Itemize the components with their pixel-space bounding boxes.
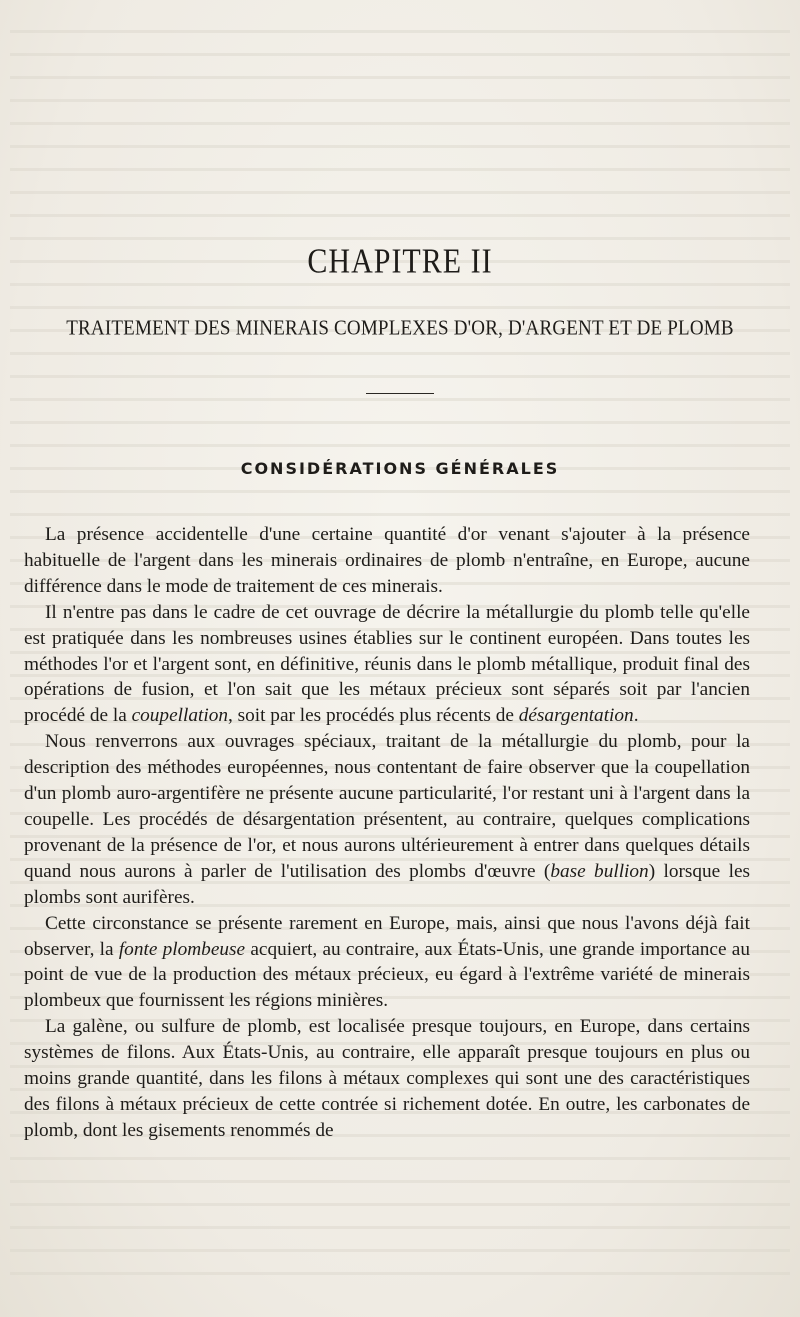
text-segment: Il n'entre pas dans le cadre de cet ouvrage de décrire la métallurgie du plomb telle qu'elle est pratiquée dans les nombreuses usines établies sur le continent européen. Dans toutes les méthodes l'or et l'argent sont, en définitive, réunis dans le plomb métallique, produit final des opérations de fusion, et l'on sait que les métaux précieux sont séparés soit par l'ancien procédé de la: [24, 601, 750, 727]
ghost-line: [10, 145, 790, 148]
text-segment: La présence accidentelle d'une certaine quantité d'or venant s'ajouter à la présence habituelle de l'argent dans les minerais ordinaires de plomb n'entraîne, en Europe, aucune différence dans le mode de traitement de ces minerais.: [24, 524, 750, 597]
ghost-line: [10, 444, 790, 447]
ghost-line: [10, 490, 790, 493]
ghost-line: [10, 398, 790, 401]
chapter-subtitle: TRAITEMENT DES MINERAIS COMPLEXES D'OR, D'ARGENT ET DE PLOMB: [66, 316, 734, 340]
ghost-line: [10, 122, 790, 125]
ghost-line: [10, 191, 790, 194]
ghost-line: [10, 421, 790, 424]
ghost-line: [10, 99, 790, 102]
italic-term: coupellation: [131, 705, 228, 727]
chapter-title: CHAPITRE II: [307, 242, 493, 281]
italic-term: base bullion: [550, 860, 649, 882]
text-segment: Nous renverrons aux ouvrages spéciaux, traitant de la métallurgie du plomb, pour la description des méthodes européennes, nous contentant de faire observer que la coupellation d'un plomb auro-argentifère ne présente aucune particularité, l'or restant uni à l'argent dans la coupelle. Les procédés de désargentation présentent, au contraire, quelques complications provenant de la présence de l'or, et nous aurons ultérieurement à entrer dans quelques détails quand nous aurons à parler de l'utilisation des plombs d'œuvre (: [24, 731, 750, 882]
text-segment: ) lorsque les plombs sont aurifères.: [24, 860, 751, 908]
ghost-line: [10, 214, 790, 217]
paragraph: [24, 522, 750, 600]
ghost-line: [10, 352, 790, 355]
ghost-line: [10, 1157, 790, 1160]
ghost-line: [10, 1272, 790, 1275]
section-divider: [366, 393, 434, 394]
italic-term: désargentation: [518, 705, 634, 727]
ghost-line: [10, 1203, 790, 1206]
ghost-line: [10, 1226, 790, 1229]
ghost-line: [10, 76, 790, 79]
paragraph: [24, 911, 750, 1015]
ghost-line: [10, 306, 790, 309]
text-segment: La galène, ou sulfure de plomb, est localisée presque toujours, en Europe, dans certains systèmes de filons. Aux États-Unis, au contraire, elle apparaît presque toujours en plus ou moins grande quantité, dans les filons à métaux complexes qui sont une des caractéristiques des filons à métaux précieux de cette contrée si richement dotée. En outre, les carbonates de plomb, dont les gisements renommés de: [24, 1016, 750, 1141]
ghost-line: [10, 237, 790, 240]
text-segment: acquiert, au contraire, aux États-Unis, une grande importance au point de vue de la production des métaux précieux, eu égard à l'extrême variété de minerais plombeux que fournissent les régions minières.: [24, 938, 750, 1012]
ghost-line: [10, 30, 790, 33]
italic-term: fonte plombeuse: [118, 938, 246, 960]
ghost-line: [10, 1249, 790, 1252]
ghost-line: [10, 513, 790, 516]
ghost-line: [10, 168, 790, 171]
ghost-line: [10, 375, 790, 378]
ghost-line: [10, 283, 790, 286]
text-segment: .: [633, 705, 639, 727]
section-title: CONSIDÉRATIONS GÉNÉRALES: [240, 459, 560, 478]
text-segment: Cette circonstance se présente rarement en Europe, mais, ainsi que nous l'avons déjà fait observer, la: [24, 912, 750, 960]
body-text: [24, 522, 750, 1144]
text-segment: , soit par les procédés plus récents de: [227, 705, 519, 727]
ghost-line: [10, 1180, 790, 1183]
paragraph: [24, 729, 750, 910]
paragraph: [24, 600, 750, 730]
paragraph: [24, 1014, 750, 1144]
ghost-line: [10, 53, 790, 56]
